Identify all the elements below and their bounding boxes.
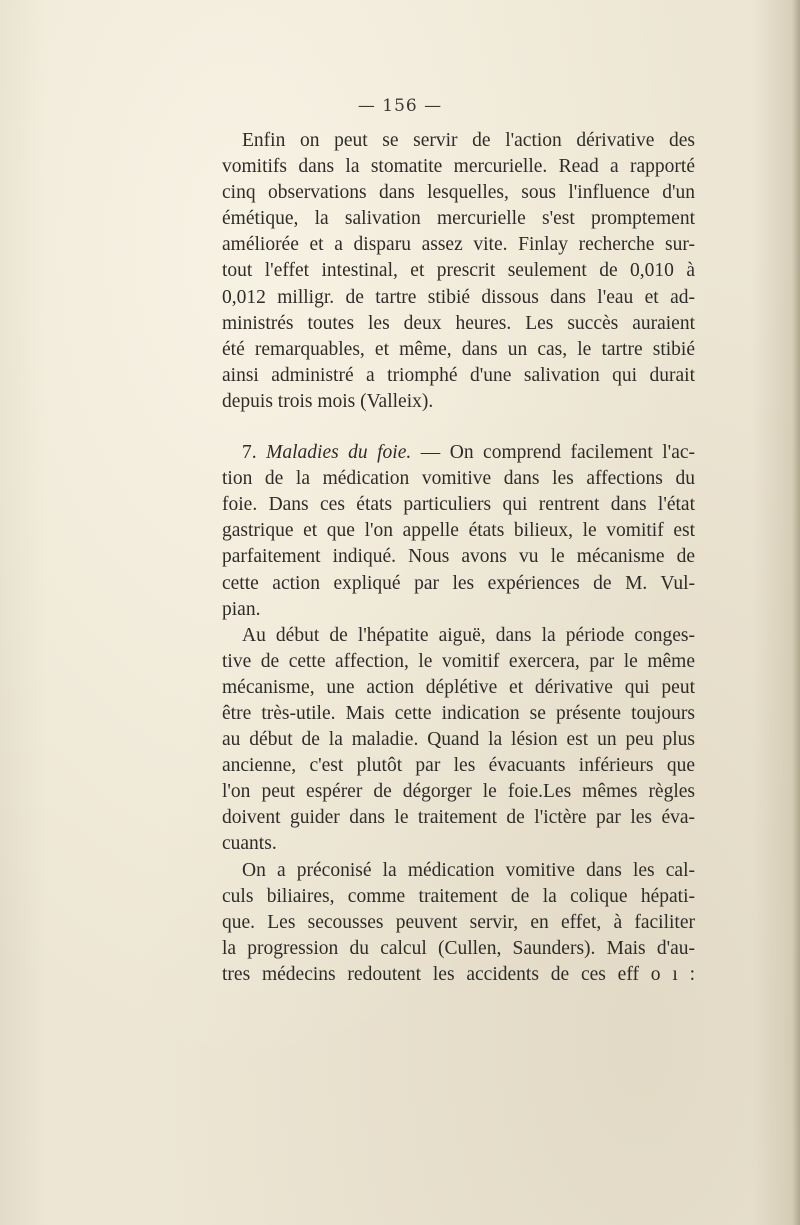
section-number: 7. — [242, 442, 257, 464]
page-number: — 156 — — [357, 96, 443, 116]
text-line: que. Les secousses peuvent servir, en effet, à faciliter — [222, 911, 695, 933]
text-line: ministrés toutes les deux heures. Les succès auraient — [222, 312, 695, 334]
text-line: tout l'effet intestinal, et prescrit seulement de 0,010 à — [222, 260, 695, 282]
text-line: doivent guider dans le traitement de l'ictère par les éva- — [222, 807, 695, 829]
paragraph-3 — [222, 623, 695, 858]
text-line: ancienne, c'est plutôt par les évacuants inférieurs que — [222, 755, 695, 777]
text-line: — On comprend facilement l'ac- — [420, 442, 695, 464]
text-line: émétique, la salivation mercurielle s'est promptement — [222, 208, 695, 230]
section-title: Maladies du foie. — [266, 442, 412, 464]
text-line: vomitifs dans la stomatite mercurielle. Read a rapporté — [222, 156, 695, 178]
text-line: l'on peut espérer de dégorger le foie.Les mêmes règles — [222, 781, 695, 803]
text-line: cinq observations dans lesquelles, sous l'influence d'un — [222, 182, 695, 204]
text-line: mécanisme, une action déplétive et dérivative qui peut — [222, 676, 695, 698]
paragraph-2 — [222, 440, 695, 623]
paragraph-1 — [222, 128, 695, 415]
text-line: tres médecins redoutent les accidents de ces eff o ı : — [222, 963, 695, 985]
text-line: cette action expliqué par les expériences de M. Vul- — [222, 572, 695, 594]
text-line: tion de la médication vomitive dans les affections du — [222, 468, 695, 490]
section-heading-line — [222, 440, 695, 466]
text-line: gastrique et que l'on appelle états bilieux, le vomitif est — [222, 520, 695, 542]
text-line: On a préconisé la médication vomitive dans les cal- — [242, 859, 695, 881]
text-line: culs biliaires, comme traitement de la colique hépati- — [222, 885, 695, 907]
text-line: être très-utile. Mais cette indication se présente toujours — [222, 702, 695, 724]
text-line: tive de cette affection, le vomitif exercera, par le même — [222, 650, 695, 672]
paragraph-4 — [222, 858, 695, 988]
text-line: améliorée et a disparu assez vite. Finlay recherche sur- — [222, 234, 695, 256]
text-line: 0,012 milligr. de tartre stibié dissous dans l'eau et ad- — [222, 286, 695, 308]
text-line: foie. Dans ces états particuliers qui rentrent dans l'état — [222, 494, 695, 516]
text-line: depuis trois mois (Valleix). — [222, 390, 434, 412]
text-line: parfaitement indiqué. Nous avons vu le mécanisme de — [222, 546, 695, 568]
body-text — [222, 128, 695, 988]
text-line: été remarquables, et même, dans un cas, le tartre stibié — [222, 338, 695, 360]
text-line: Au début de l'hépatite aiguë, dans la période conges- — [242, 624, 695, 646]
text-line: Enfin on peut se servir de l'action dérivative des — [242, 130, 695, 151]
page-edge-shadow — [792, 0, 800, 1225]
text-line: la progression du calcul (Cullen, Saunders). Mais d'au- — [222, 937, 695, 959]
text-line: cuants. — [222, 833, 277, 855]
text-line: au début de la maladie. Quand la lésion est un peu plus — [222, 729, 695, 751]
text-line: pian. — [222, 598, 261, 620]
text-line: ainsi administré a triomphé d'une salivation qui durait — [222, 364, 695, 386]
